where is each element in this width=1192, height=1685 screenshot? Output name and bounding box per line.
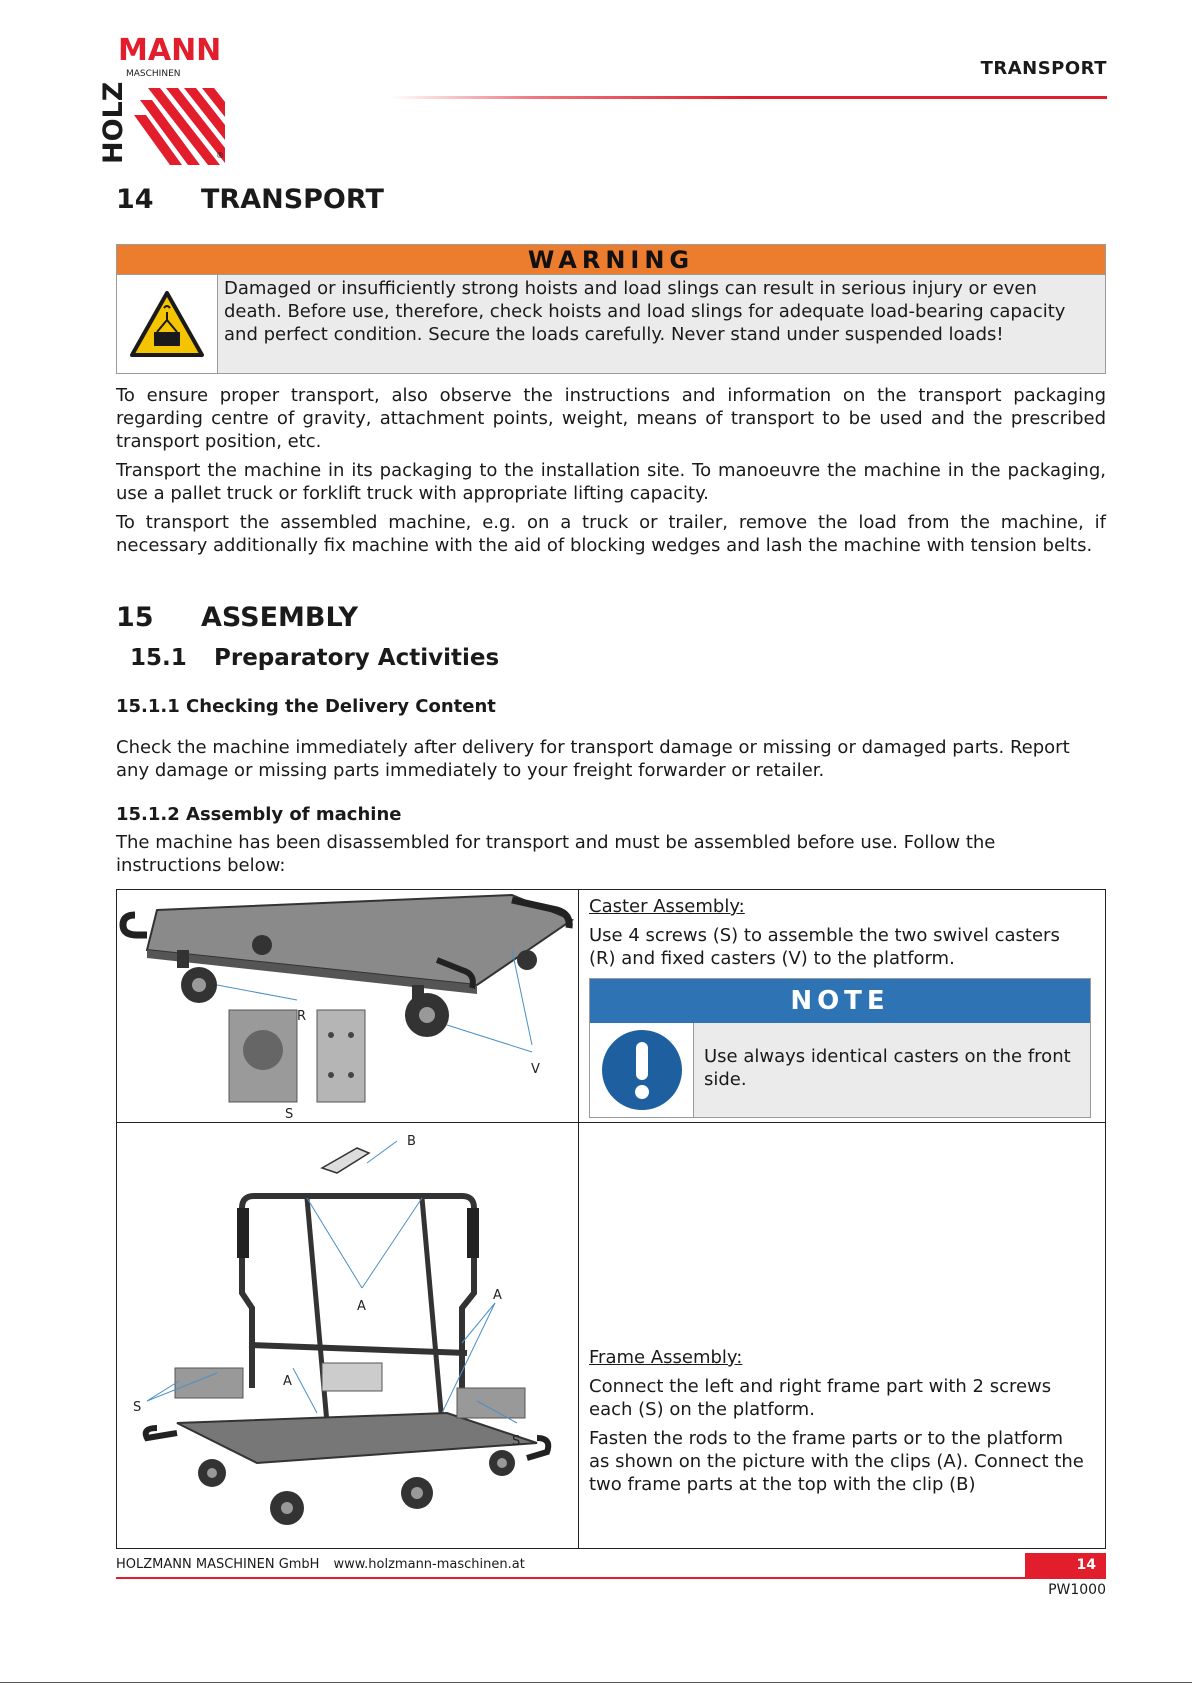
section-15-heading bbox=[116, 602, 358, 633]
page-number: 14 bbox=[1025, 1553, 1106, 1577]
footer-website[interactable]: www.holzmann-maschinen.at bbox=[333, 1557, 525, 1572]
header-title: TRANSPORT bbox=[980, 58, 1107, 79]
svg-text:S: S bbox=[285, 1107, 294, 1122]
section-15-1-1-heading: 15.1.1 Checking the Delivery Content bbox=[116, 696, 496, 717]
svg-text:S: S bbox=[512, 1434, 521, 1449]
svg-text:S: S bbox=[133, 1400, 142, 1415]
header-rule bbox=[390, 96, 1107, 99]
note-label: NOTE bbox=[590, 979, 1090, 1023]
section-title: TRANSPORT bbox=[201, 184, 384, 215]
caster-assembly-heading: Caster Assembly: bbox=[589, 896, 745, 917]
svg-text:A: A bbox=[493, 1288, 502, 1303]
caster-assembly-text: Use 4 screws (S) to assemble the two swivel casters (R) and fixed casters (V) to the platform. bbox=[589, 925, 1060, 969]
footer-model: PW1000 bbox=[1048, 1582, 1106, 1598]
svg-text:B: B bbox=[407, 1134, 416, 1149]
svg-text:MANN: MANN bbox=[118, 33, 222, 68]
frame-assembly-text-2: Fasten the rods to the frame parts or to the platform as shown on the picture with the clips (A). Connect the two frame parts at the top with the clip (B) bbox=[589, 1428, 1084, 1495]
warning-box bbox=[116, 244, 1106, 374]
exclamation-mandatory-icon bbox=[600, 1028, 684, 1112]
section-number: 14 bbox=[116, 184, 154, 215]
caster-assembly-figure bbox=[117, 890, 579, 1122]
transport-paragraph-3: To transport the assembled machine, e.g. on a truck or trailer, remove the load from the machine, if necessary additionally fix machine with the aid of blocking wedges and lash the machine with tension belts. bbox=[116, 512, 1106, 556]
section-number: 15 bbox=[116, 602, 154, 633]
footer-rule bbox=[116, 1577, 1106, 1579]
subsection-number: 15.1 bbox=[130, 645, 187, 671]
note-text: Use always identical casters on the front side. bbox=[694, 1023, 1090, 1117]
svg-text:V: V bbox=[531, 1062, 540, 1077]
holzmann-logo bbox=[100, 30, 240, 170]
transport-paragraph-2: Transport the machine in its packaging to the installation site. To manoeuvre the machine in the packaging, use a pallet truck or forklift truck with appropriate lifting capacity. bbox=[116, 460, 1106, 504]
transport-paragraph-1: To ensure proper transport, also observe the instructions and information on the transport packaging regarding centre of gravity, attachment points, weight, means of transport to be used and the prescribed transport position, etc. bbox=[116, 385, 1106, 452]
bottom-rule bbox=[0, 1682, 1192, 1683]
assembly-table bbox=[116, 889, 1106, 1549]
warning-label: WARNING bbox=[117, 245, 1105, 275]
svg-text:A: A bbox=[357, 1299, 366, 1314]
footer-company: HOLZMANN MASCHINEN GmbH bbox=[116, 1557, 320, 1572]
frame-assembly-heading: Frame Assembly: bbox=[589, 1347, 743, 1368]
section-15-1-2-heading: 15.1.2 Assembly of machine bbox=[116, 804, 402, 825]
frame-assembly-figure bbox=[117, 1123, 579, 1548]
caster-assembly-row bbox=[117, 890, 1105, 1123]
svg-text:HOLZ: HOLZ bbox=[100, 81, 129, 164]
warning-text: Damaged or insufficiently strong hoists and load slings can result in serious injury or even death. Before use, therefore, check hoists and load slings for adequate load-bearing capacity and perfect condition. Secure the loads carefully. Never stand under suspended loads! bbox=[218, 275, 1105, 373]
frame-assembly-text-cell bbox=[579, 1123, 1105, 1548]
frame-assembly-text-1: Connect the left and right frame part with 2 screws each (S) on the platform. bbox=[589, 1376, 1052, 1420]
caster-assembly-text-cell bbox=[579, 890, 1105, 1122]
svg-text:®: ® bbox=[216, 151, 224, 160]
frame-assembly-row bbox=[117, 1123, 1105, 1548]
footer-left bbox=[116, 1557, 539, 1572]
suspended-load-warning-icon bbox=[129, 290, 205, 358]
section-title: ASSEMBLY bbox=[201, 602, 359, 633]
subsection-title: Preparatory Activities bbox=[214, 645, 500, 671]
section-15-1-heading bbox=[130, 645, 499, 671]
delivery-content-text: Check the machine immediately after delivery for transport damage or missing or damaged parts. Report any damage or missing parts immediately to your freight forwarder or retailer. bbox=[116, 737, 1070, 781]
note-box bbox=[589, 978, 1091, 1118]
section-14-heading bbox=[116, 184, 384, 215]
svg-text:MASCHINEN: MASCHINEN bbox=[126, 69, 181, 79]
svg-text:R: R bbox=[297, 1009, 307, 1024]
assembly-intro-text: The machine has been disassembled for transport and must be assembled before use. Follow the instructions below: bbox=[116, 832, 996, 876]
svg-text:A: A bbox=[283, 1374, 292, 1389]
